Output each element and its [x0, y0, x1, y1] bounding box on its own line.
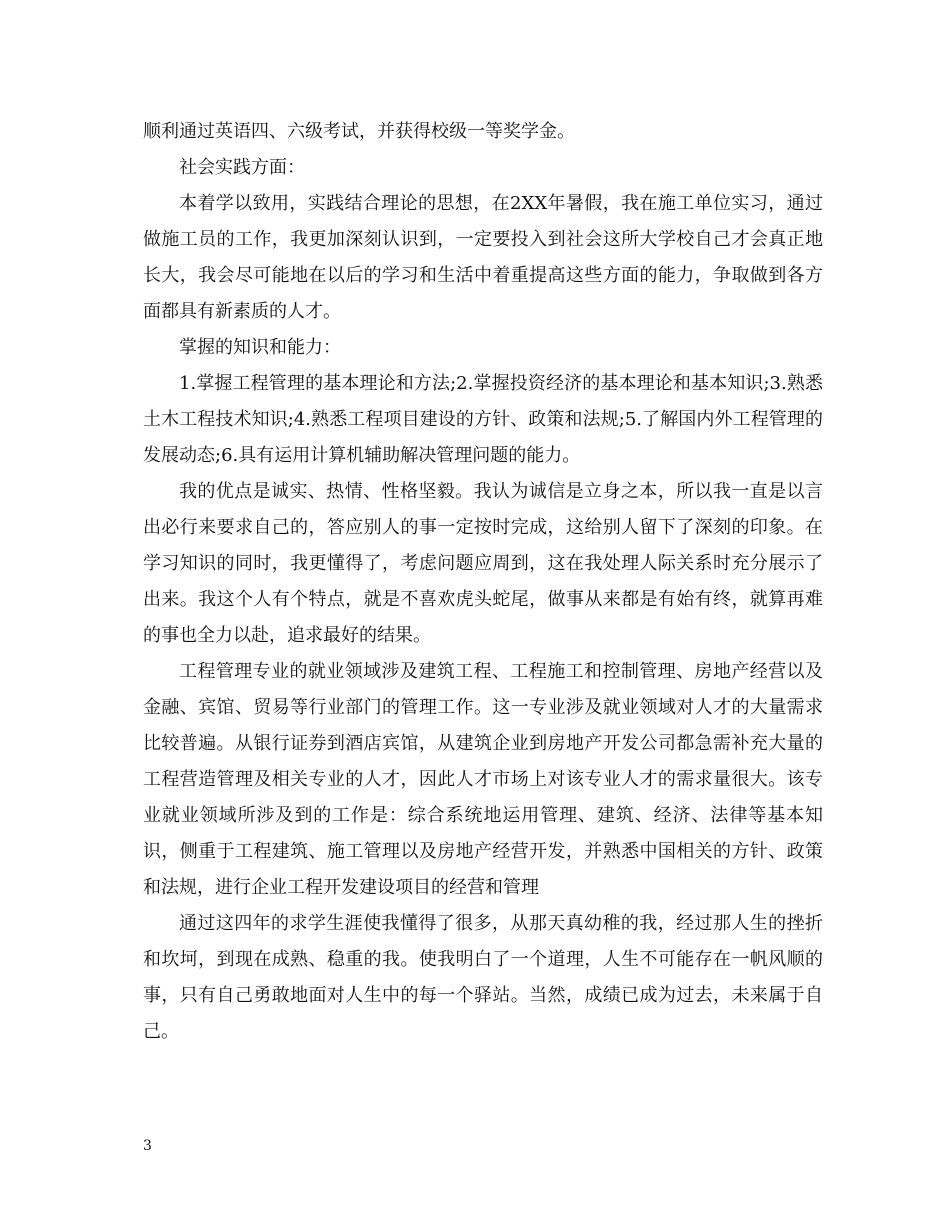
paragraph-heading-skills: 掌握的知识和能力：: [179, 337, 341, 358]
paragraph-internship: 本着学以致用，实践结合理论的思想，在2XX年暑假，我在施工单位实习，通过做施工员的工作，我更加深刻认识到，一定要投入到社会这所大学校自己才会真正地长大，我会尽可能地在以后的学习和生活中着重提高这些方面的能力，争取做到各方面都具有新素质的人才。: [143, 193, 823, 322]
paragraph-strengths: 我的优点是诚实、热情、性格坚毅。我认为诚信是立身之本，所以我一直是以言出必行来要求自己的，答应别人的事一定按时完成，这给别人留下了深刻的印象。在学习知识的同时，我更懂得了，考虑问题应周到，这在我处理人际关系时充分展示了出来。我这个人有个特点，就是不喜欢虎头蛇尾，做事从来都是有始有终，就算再难的事也全力以赴，追求最好的结果。: [143, 481, 823, 646]
document-body: [143, 114, 823, 1050]
paragraph-heading-social-practice: 社会实践方面：: [179, 157, 305, 178]
paragraph-skills-list: 1.掌握工程管理的基本理论和方法;2.掌握投资经济的基本理论和基本知识;3.熟悉土木工程技术知识;4.熟悉工程项目建设的方针、政策和法规;5.了解国内外工程管理的发展动态;6.具有运用计算机辅助解决管理问题的能力。: [143, 373, 823, 466]
paragraph-conclusion: 通过这四年的求学生涯使我懂得了很多，从那天真幼稚的我，经过那人生的挫折和坎坷，到现在成熟、稳重的我。使我明白了一个道理，人生不可能存在一帆风顺的事，只有自己勇敢地面对人生中的每一个驿站。当然，成绩已成为过去，未来属于自己。: [143, 913, 823, 1042]
paragraph-continuation: 顺利通过英语四、六级考试，并获得校级一等奖学金。: [143, 121, 575, 142]
paragraph-career-field: 工程管理专业的就业领域涉及建筑工程、工程施工和控制管理、房地产经营以及金融、宾馆、贸易等行业部门的管理工作。这一专业涉及就业领域对人才的大量需求比较普遍。从银行证券到酒店宾馆，从建筑企业到房地产开发公司都急需补充大量的工程营造管理及相关专业的人才，因此人才市场上对该专业人才的需求量很大。该专业就业领域所涉及到的工作是：综合系统地运用管理、建筑、经济、法律等基本知识，侧重于工程建筑、施工管理以及房地产经营开发，并熟悉中国相关的方针、政策和法规，进行企业工程开发建设项目的经营和管理: [143, 661, 823, 898]
page-number: 3: [143, 1138, 152, 1154]
